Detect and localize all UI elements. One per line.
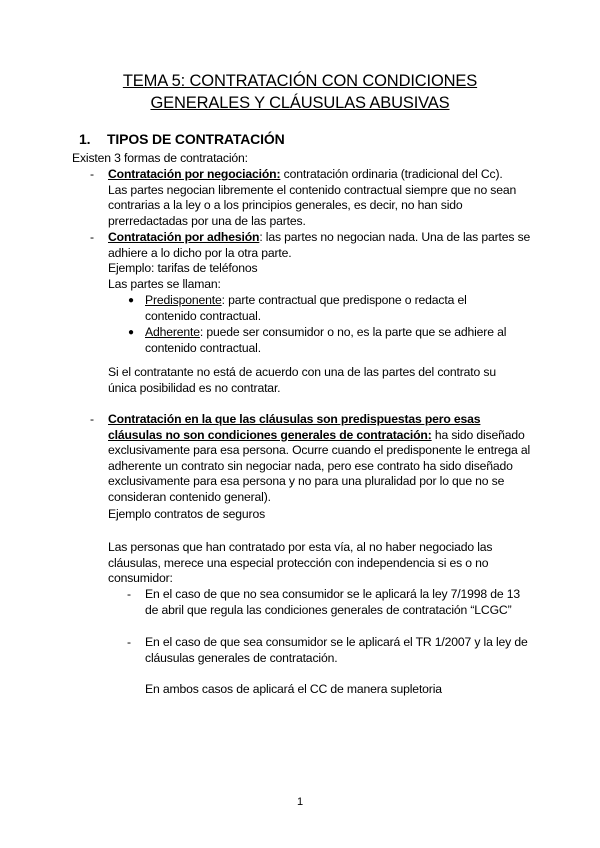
bullet-marker: ● xyxy=(128,295,134,306)
party-term: Adherente xyxy=(145,325,200,339)
subitem-consumidor: En el caso de que sea consumidor se le aplicará el TR 1/2007 y la ley de cláusulas generales de contratación. xyxy=(145,635,528,665)
section-title: TIPOS DE CONTRATACIÓN xyxy=(107,131,285,147)
title-line-2: GENERALES Y CLÁUSULAS ABUSIVAS xyxy=(150,94,450,112)
item-adhesion xyxy=(108,230,533,261)
document-title xyxy=(0,70,600,114)
item-predispuestas-closing: En ambos casos de aplicará el CC de manera supletoria xyxy=(145,682,442,696)
dash-marker: - xyxy=(127,635,131,649)
item-adhesion-parties-intro: Las partes se llaman: xyxy=(108,277,221,291)
item-predispuestas-para: Las personas que han contratado por esta vía, al no haber negociado las cláusulas, merece una especial protección con independencia si es o no consumidor: xyxy=(108,540,493,586)
item-adhesion-example: Ejemplo: tarifas de teléfonos xyxy=(108,261,258,275)
dash-marker: - xyxy=(127,587,131,601)
dash-marker: - xyxy=(90,230,94,244)
dash-marker: - xyxy=(90,412,94,426)
item-adhesion-label: Contratación por adhesión xyxy=(108,230,260,244)
party-desc: : puede ser consumidor o no, es la parte que se adhiere al contenido contractual. xyxy=(145,325,507,355)
subitem-no-consumidor: En el caso de que no sea consumidor se le aplicará la ley 7/1998 de 13 de abril que regula las condiciones generales de contratación “LCGC” xyxy=(145,587,521,617)
item-predispuestas xyxy=(108,412,533,506)
party-predisponente xyxy=(145,293,515,324)
title-line-1: TEMA 5: CONTRATACIÓN CON CONDICIONES xyxy=(122,72,478,90)
item-negociacion-body: Las partes negocian libremente el contenido contractual siempre que no sean contrarias a la ley o a los principios generales, es decir, no han sido prerredactadas por una de las partes. xyxy=(108,182,517,228)
dash-marker: - xyxy=(90,167,94,181)
section-number: 1. xyxy=(79,131,91,147)
party-adherente xyxy=(145,325,525,356)
item-adhesion-note: Si el contratante no está de acuerdo con una de las partes del contrato su única posibilidad es no contratar. xyxy=(108,365,496,395)
party-desc: : parte contractual que predispone o redacta el contenido contractual. xyxy=(145,293,467,323)
intro-text: Existen 3 formas de contratación: xyxy=(72,151,248,165)
page-number: 1 xyxy=(297,796,303,808)
party-term: Predisponente xyxy=(145,293,222,307)
item-predispuestas-rest: ha sido diseñado exclusivamente para esa persona. Ocurre cuando el predisponente le entrega al adherente un contrato sin negociar nada, pero ese contrato ha sido diseñado exclusivamente para esa persona y no para una pluralidad por lo que no se consideran contenido general). xyxy=(108,427,531,504)
item-negociacion-rest: contratación ordinaria (tradicional del Cc). xyxy=(280,167,503,181)
item-negociacion xyxy=(108,167,533,229)
item-predispuestas-label: Contratación en la que las cláusulas son predispuestas pero esas cláusulas no son condiciones generales de contratación: xyxy=(108,412,481,442)
item-predispuestas-example: Ejemplo contratos de seguros xyxy=(108,507,266,521)
bullet-marker: ● xyxy=(128,327,134,338)
item-adhesion-rest: : las partes no negocian nada. Una de las partes se adhiere a lo dicho por la otra parte. xyxy=(108,230,531,260)
item-negociacion-label: Contratación por negociación: xyxy=(108,167,281,181)
section-heading xyxy=(79,131,285,147)
